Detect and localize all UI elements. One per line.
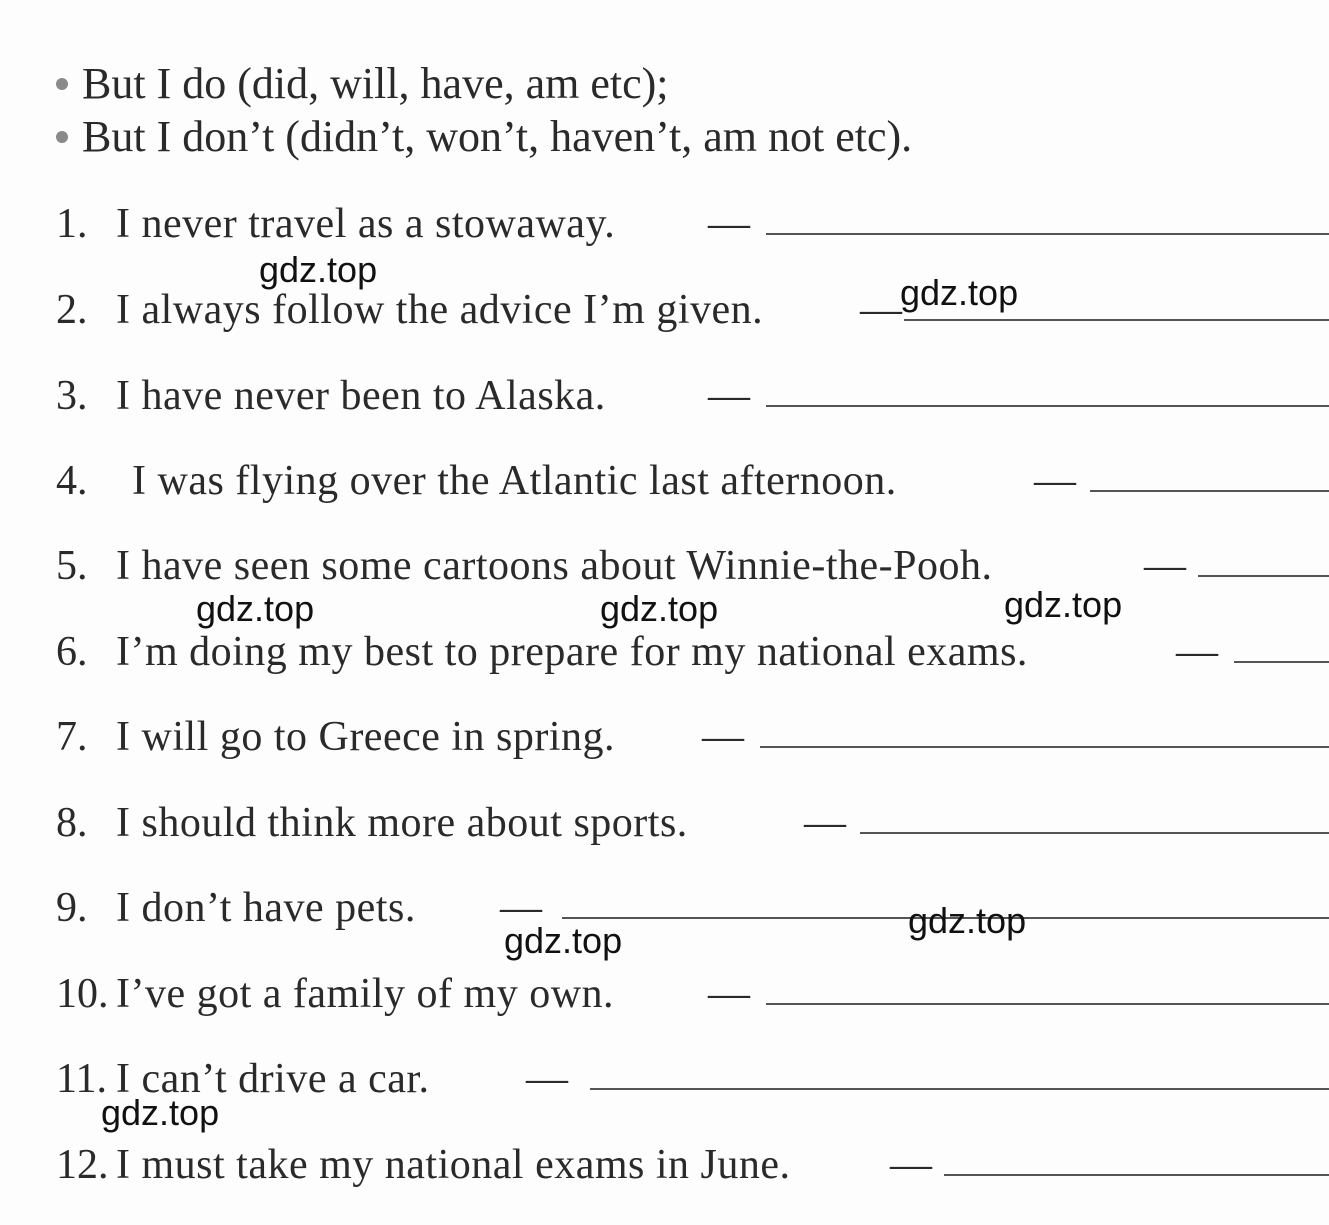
item-dash: — (1034, 458, 1077, 504)
item-dash: — (708, 373, 751, 419)
item-sentence: I’m doing my best to prepare for my national exams. (116, 629, 1028, 675)
item-sentence: I can’t drive a car. (116, 1056, 430, 1102)
rule-negative (56, 111, 912, 163)
rule-text: But I do (did, will, have, am etc); (82, 59, 669, 108)
answer-blank[interactable] (1198, 575, 1329, 577)
item-sentence: I was flying over the Atlantic last afternoon. (132, 458, 897, 504)
exercise-item-9 (56, 880, 1329, 936)
item-sentence: I must take my national exams in June. (116, 1142, 791, 1188)
exercise-item-8 (56, 795, 1329, 851)
item-sentence: I never travel as a stowaway. (116, 201, 616, 247)
item-sentence: I have seen some cartoons about Winnie-the-Pooh. (116, 543, 993, 589)
watermark-text: gdz.top (196, 588, 315, 629)
item-sentence: I have never been to Alaska. (116, 373, 606, 419)
item-number: 5. (56, 543, 88, 589)
item-sentence: I will go to Greece in spring. (116, 714, 616, 760)
item-dash: — (708, 971, 751, 1017)
item-number: 7. (56, 714, 88, 760)
exercise-item-11 (56, 1051, 1329, 1107)
exercise-item-6 (56, 624, 1329, 680)
item-number: 2. (56, 287, 88, 333)
answer-blank[interactable] (1090, 490, 1329, 492)
exercise-item-5 (56, 538, 1329, 594)
bullet-icon (56, 78, 68, 90)
answer-blank[interactable] (860, 832, 1329, 834)
item-sentence: I should think more about sports. (116, 800, 688, 846)
item-dash: — (500, 885, 543, 931)
item-number: 10. (56, 971, 109, 1017)
watermark-text: gdz.top (504, 920, 623, 961)
item-number: 11. (56, 1056, 107, 1102)
item-dash: — (1176, 629, 1219, 675)
watermark-text: gdz.top (101, 1092, 220, 1133)
exercise-item-1 (56, 196, 1329, 252)
item-number: 9. (56, 885, 88, 931)
answer-blank[interactable] (904, 319, 1329, 321)
watermark-text: gdz.top (600, 588, 719, 629)
item-sentence: I don’t have pets. (116, 885, 416, 931)
exercise-item-12 (56, 1137, 1329, 1193)
watermark-text: gdz.top (908, 900, 1027, 941)
answer-blank[interactable] (766, 405, 1329, 407)
item-dash: — (1144, 543, 1187, 589)
answer-blank[interactable] (1234, 661, 1329, 663)
item-number: 1. (56, 201, 88, 247)
item-number: 6. (56, 629, 88, 675)
item-number: 4. (56, 458, 88, 504)
item-dash: — (890, 1142, 933, 1188)
watermark-text: gdz.top (900, 272, 1019, 313)
answer-blank[interactable] (590, 1088, 1329, 1090)
item-dash: — (702, 714, 745, 760)
watermark-text: gdz.top (1004, 584, 1123, 625)
watermark-text: gdz.top (259, 249, 378, 290)
item-dash: — (860, 287, 903, 333)
bullet-icon (56, 131, 68, 143)
item-number: 12. (56, 1142, 109, 1188)
answer-blank[interactable] (944, 1174, 1329, 1176)
exercise-item-10 (56, 966, 1329, 1022)
answer-blank[interactable] (766, 233, 1329, 235)
item-dash: — (708, 201, 751, 247)
rule-positive (56, 58, 669, 110)
exercise-item-7 (56, 709, 1329, 765)
answer-blank[interactable] (766, 1003, 1329, 1005)
answer-blank[interactable] (760, 746, 1329, 748)
item-dash: — (804, 800, 847, 846)
exercise-item-2 (56, 282, 1329, 338)
item-sentence: I always follow the advice I’m given. (116, 287, 764, 333)
rule-text: But I don’t (didn’t, won’t, haven’t, am not etc). (82, 112, 913, 161)
item-number: 3. (56, 373, 88, 419)
item-sentence: I’ve got a family of my own. (116, 971, 615, 1017)
exercise-item-4 (56, 453, 1329, 509)
item-dash: — (526, 1056, 569, 1102)
exercise-item-3 (56, 368, 1329, 424)
item-number: 8. (56, 800, 88, 846)
